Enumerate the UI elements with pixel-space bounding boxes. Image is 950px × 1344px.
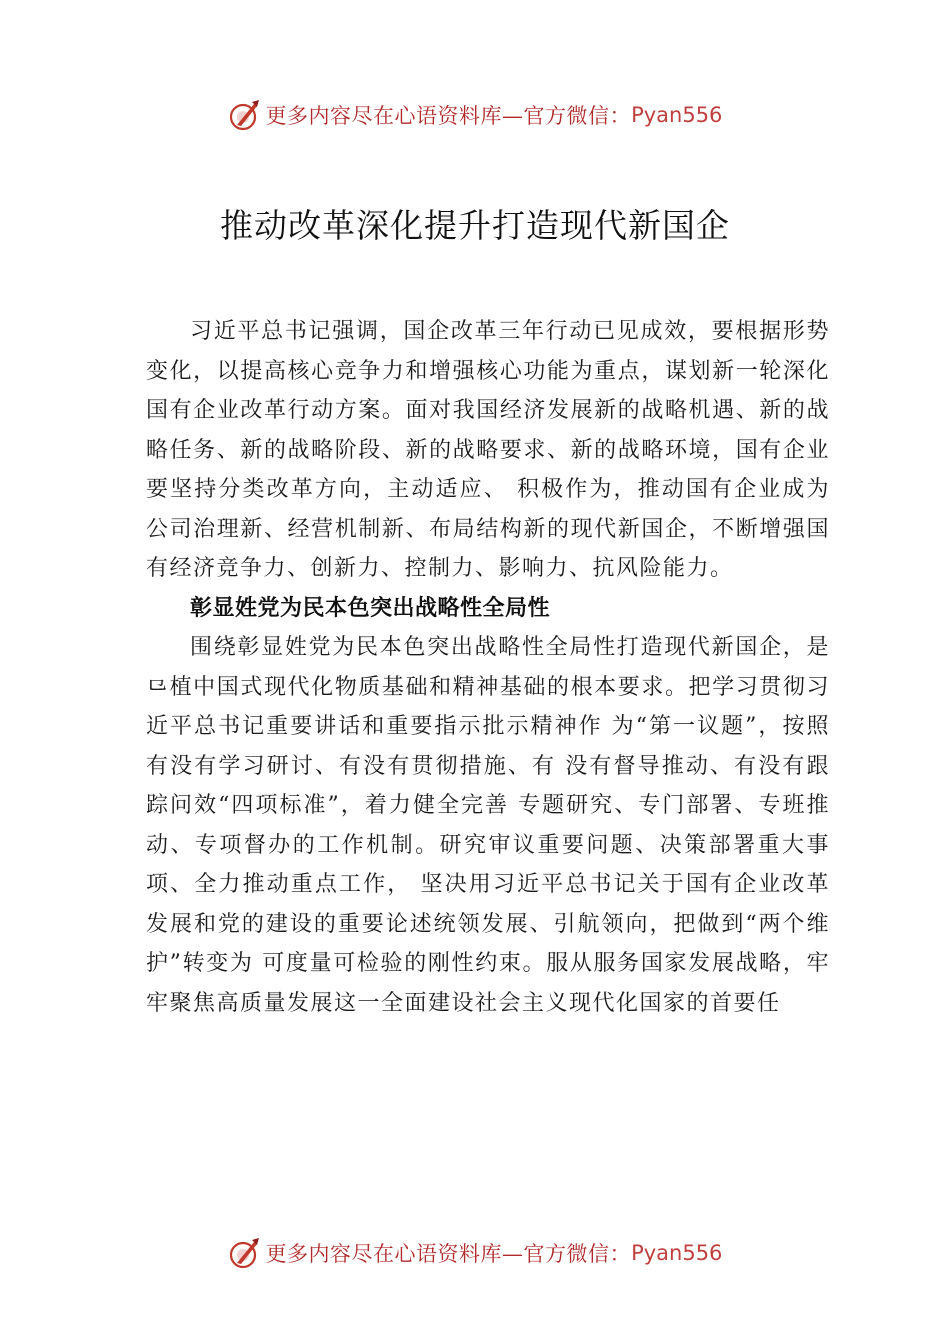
quill-logo-icon [228, 98, 262, 132]
section-heading: 彰显姓党为民本色突出战略性全局性 [190, 595, 551, 621]
header-banner-text: 更多内容尽在心语资料库—官方微信： [265, 104, 632, 128]
header-banner [0, 95, 950, 135]
quill-logo-icon [228, 1236, 262, 1270]
document-title: 推动改革深化提升打造现代新国企 [220, 206, 730, 245]
section-paragraph: 围绕彰显姓党为民本色突出战略性全局性打造现代新国企，是⺋植中国式现代化物质基础和精神基础的根本要求。把学习贯彻习近平总书记重要讲话和重要指示批示精神作 为“第一议题”，按照有没有学习研讨、有没有贯彻措施、有 没有督导推动、有没有跟踪问效“四项标准”，着力健全完善 专题研究、专门部署、专班推动、专项督办的工作机制。研究审议重要问题、决策部署重大事项、全力推动重点工作， 坚决用习近平总书记关于国有企业改革发展和党的建设的重要论述统领发展、引航领向，把做到“两个维护”转变为 可度量可检验的刚性约束。服从服务国家发展战略，牢牢聚焦高质量发展这一全面建设社会主义现代化国家的首要任 [146, 635, 830, 1016]
footer-banner-text: 更多内容尽在心语资料库—官方微信： [265, 1242, 632, 1266]
footer-wechat-id: Pyan556 [631, 1241, 723, 1265]
intro-paragraph: 习近平总书记强调，国企改革三年行动已见成效，要根据形势变化，以提高核心竞争力和增强核心功能为重点，谋划新一轮深化国有企业改革行动方案。面对我国经济发展新的战略机遇、新的战略任务、新的战略阶段、新的战略要求、新的战略环境，国有企业要坚持分类改革方向，主动适应、 积极作为，推动国有企业成为公司治理新、经营机制新、布局结构新的现代新国企，不断增强国有经济竞争力、创新力、控制力、影响力、抗风险能力。 [146, 319, 830, 581]
document-body [146, 312, 830, 1023]
header-wechat-id: Pyan556 [631, 103, 723, 127]
footer-banner [0, 1233, 950, 1273]
